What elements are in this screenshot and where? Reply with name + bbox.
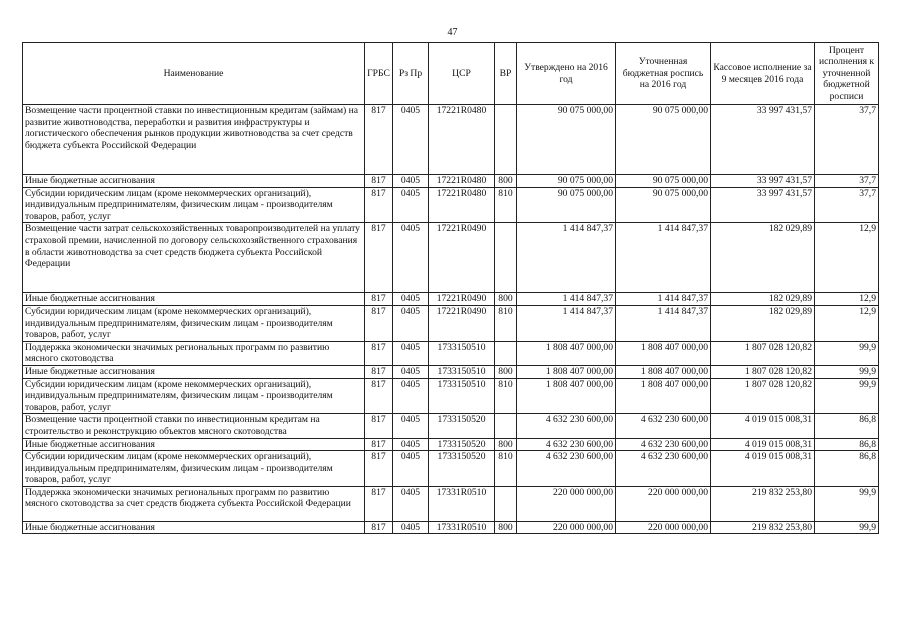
row-grbs: 817 [365,175,393,188]
row-revised: 90 075 000,00 [616,175,711,188]
row-grbs: 817 [365,451,393,487]
row-csr: 17221R0490 [429,293,495,306]
row-percent: 99,9 [815,486,879,521]
row-approved: 1 808 407 000,00 [517,341,616,365]
table-row [23,341,879,365]
row-revised: 90 075 000,00 [616,187,711,223]
row-csr: 1733150510 [429,341,495,365]
row-cash: 219 832 253,80 [711,486,815,521]
col-header-revised: Уточненная бюджетная роспись на 2016 год [616,43,711,105]
row-vr: 810 [495,187,517,223]
row-approved: 4 632 230 600,00 [517,451,616,487]
row-percent: 37,7 [815,105,879,175]
row-vr: 810 [495,378,517,414]
row-name: Иные бюджетные ассигнования [23,293,365,306]
table-header [23,43,879,105]
col-header-rzpr: Рз Пр [393,43,429,105]
row-revised: 1 808 407 000,00 [616,341,711,365]
row-approved: 90 075 000,00 [517,187,616,223]
row-revised: 1 414 847,37 [616,305,711,341]
row-csr: 17331R0510 [429,486,495,521]
row-grbs: 817 [365,305,393,341]
table-row [23,378,879,414]
row-grbs: 817 [365,293,393,306]
row-cash: 33 997 431,57 [711,105,815,175]
row-percent: 12,9 [815,305,879,341]
row-name: Субсидии юридическим лицам (кроме некоммерческих организаций), индивидуальным предпринимателям, физическим лицам - производителям товаров, работ, услуг [23,451,365,487]
row-grbs: 817 [365,414,393,438]
row-vr [495,105,517,175]
row-csr: 1733150520 [429,451,495,487]
row-percent: 99,9 [815,521,879,534]
row-percent: 86,8 [815,451,879,487]
col-header-vr: ВР [495,43,517,105]
row-approved: 220 000 000,00 [517,486,616,521]
row-percent: 37,7 [815,187,879,223]
row-approved: 1 808 407 000,00 [517,365,616,378]
row-name: Субсидии юридическим лицам (кроме некоммерческих организаций), индивидуальным предпринимателям, физическим лицам - производителям товаров, работ, услуг [23,305,365,341]
row-cash: 182 029,89 [711,223,815,293]
table-row [23,223,879,293]
col-header-approved: Утверждено на 2016 год [517,43,616,105]
row-grbs: 817 [365,187,393,223]
row-revised: 1 414 847,37 [616,293,711,306]
row-percent: 99,9 [815,378,879,414]
row-revised: 220 000 000,00 [616,521,711,534]
row-revised: 90 075 000,00 [616,105,711,175]
row-csr: 17331R0510 [429,521,495,534]
table-row [23,451,879,487]
row-grbs: 817 [365,378,393,414]
row-name: Иные бюджетные ассигнования [23,521,365,534]
col-header-grbs: ГРБС [365,43,393,105]
row-rzpr: 0405 [393,341,429,365]
row-rzpr: 0405 [393,105,429,175]
row-vr [495,486,517,521]
row-cash: 219 832 253,80 [711,521,815,534]
page-number: 47 [447,27,458,38]
row-name: Поддержка экономически значимых региональных программ по развитию мясного скотоводства за счет средств бюджета субъекта Российской Федерации [23,486,365,521]
row-csr: 17221R0490 [429,305,495,341]
table-row [23,521,879,534]
row-vr [495,414,517,438]
row-cash: 1 807 028 120,82 [711,341,815,365]
row-percent: 37,7 [815,175,879,188]
row-approved: 4 632 230 600,00 [517,414,616,438]
row-csr: 17221R0480 [429,175,495,188]
row-percent: 86,8 [815,414,879,438]
row-cash: 182 029,89 [711,293,815,306]
row-name: Возмещение части процентной ставки по инвестиционным кредитам (займам) на развитие животноводства, переработки и развития инфраструктуры и логистического обеспечения рынков продукции животноводства за счет средств бюджета субъекта Российской Федерации [23,105,365,175]
table-row [23,438,879,451]
row-percent: 86,8 [815,438,879,451]
row-grbs: 817 [365,341,393,365]
row-rzpr: 0405 [393,305,429,341]
row-csr: 1733150510 [429,378,495,414]
row-cash: 4 019 015 008,31 [711,438,815,451]
row-name: Субсидии юридическим лицам (кроме некоммерческих организаций), индивидуальным предпринимателям, физическим лицам - производителям товаров, работ, услуг [23,187,365,223]
row-name: Иные бюджетные ассигнования [23,175,365,188]
row-revised: 220 000 000,00 [616,486,711,521]
row-vr: 810 [495,305,517,341]
row-approved: 90 075 000,00 [517,175,616,188]
row-rzpr: 0405 [393,223,429,293]
row-rzpr: 0405 [393,293,429,306]
row-grbs: 817 [365,521,393,534]
row-csr: 1733150520 [429,414,495,438]
row-rzpr: 0405 [393,175,429,188]
col-header-name: Наименование [23,43,365,105]
table-body [23,105,879,534]
row-vr: 800 [495,293,517,306]
row-cash: 4 019 015 008,31 [711,451,815,487]
budget-execution-table [22,42,879,534]
row-vr: 800 [495,365,517,378]
row-grbs: 817 [365,105,393,175]
row-rzpr: 0405 [393,521,429,534]
row-percent: 99,9 [815,365,879,378]
table-row [23,414,879,438]
row-rzpr: 0405 [393,451,429,487]
row-grbs: 817 [365,365,393,378]
table-row [23,486,879,521]
col-header-cash: Кассовое исполнение за 9 месяцев 2016 года [711,43,815,105]
row-csr: 17221R0490 [429,223,495,293]
row-name: Возмещение части процентной ставки по инвестиционным кредитам на строительство и реконструкцию объектов мясного скотоводства [23,414,365,438]
table-row [23,365,879,378]
row-vr: 810 [495,451,517,487]
table-row [23,293,879,306]
row-name: Иные бюджетные ассигнования [23,365,365,378]
row-rzpr: 0405 [393,414,429,438]
row-revised: 1 414 847,37 [616,223,711,293]
row-name: Субсидии юридическим лицам (кроме некоммерческих организаций), индивидуальным предпринимателям, физическим лицам - производителям товаров, работ, услуг [23,378,365,414]
row-percent: 12,9 [815,223,879,293]
row-csr: 17221R0480 [429,187,495,223]
row-rzpr: 0405 [393,187,429,223]
row-cash: 182 029,89 [711,305,815,341]
row-vr: 800 [495,521,517,534]
row-revised: 4 632 230 600,00 [616,438,711,451]
col-header-percent: Процент исполнения к уточненной бюджетной росписи [815,43,879,105]
row-approved: 220 000 000,00 [517,521,616,534]
row-approved: 90 075 000,00 [517,105,616,175]
row-percent: 99,9 [815,341,879,365]
row-cash: 4 019 015 008,31 [711,414,815,438]
row-grbs: 817 [365,438,393,451]
row-cash: 1 807 028 120,82 [711,378,815,414]
row-approved: 1 414 847,37 [517,305,616,341]
table-row [23,187,879,223]
row-vr: 800 [495,175,517,188]
row-csr: 17221R0480 [429,105,495,175]
row-approved: 4 632 230 600,00 [517,438,616,451]
table-row [23,105,879,175]
row-approved: 1 414 847,37 [517,223,616,293]
row-rzpr: 0405 [393,438,429,451]
table-row [23,175,879,188]
table-row [23,305,879,341]
row-approved: 1 808 407 000,00 [517,378,616,414]
row-name: Иные бюджетные ассигнования [23,438,365,451]
row-rzpr: 0405 [393,486,429,521]
row-revised: 1 808 407 000,00 [616,378,711,414]
row-revised: 4 632 230 600,00 [616,414,711,438]
row-cash: 1 807 028 120,82 [711,365,815,378]
row-cash: 33 997 431,57 [711,175,815,188]
row-revised: 1 808 407 000,00 [616,365,711,378]
row-percent: 12,9 [815,293,879,306]
row-cash: 33 997 431,57 [711,187,815,223]
row-vr [495,341,517,365]
row-revised: 4 632 230 600,00 [616,451,711,487]
row-vr: 800 [495,438,517,451]
row-csr: 1733150520 [429,438,495,451]
col-header-csr: ЦСР [429,43,495,105]
row-csr: 1733150510 [429,365,495,378]
row-rzpr: 0405 [393,378,429,414]
row-approved: 1 414 847,37 [517,293,616,306]
row-rzpr: 0405 [393,365,429,378]
row-grbs: 817 [365,486,393,521]
row-grbs: 817 [365,223,393,293]
row-vr [495,223,517,293]
row-name: Возмещение части затрат сельскохозяйственных товаропроизводителей на уплату страховой премии, начисленной по договору сельскохозяйственного страхования в области животноводства за счет средств бюджета субъекта Российской Федерации [23,223,365,293]
row-name: Поддержка экономически значимых региональных программ по развитию мясного скотоводства [23,341,365,365]
